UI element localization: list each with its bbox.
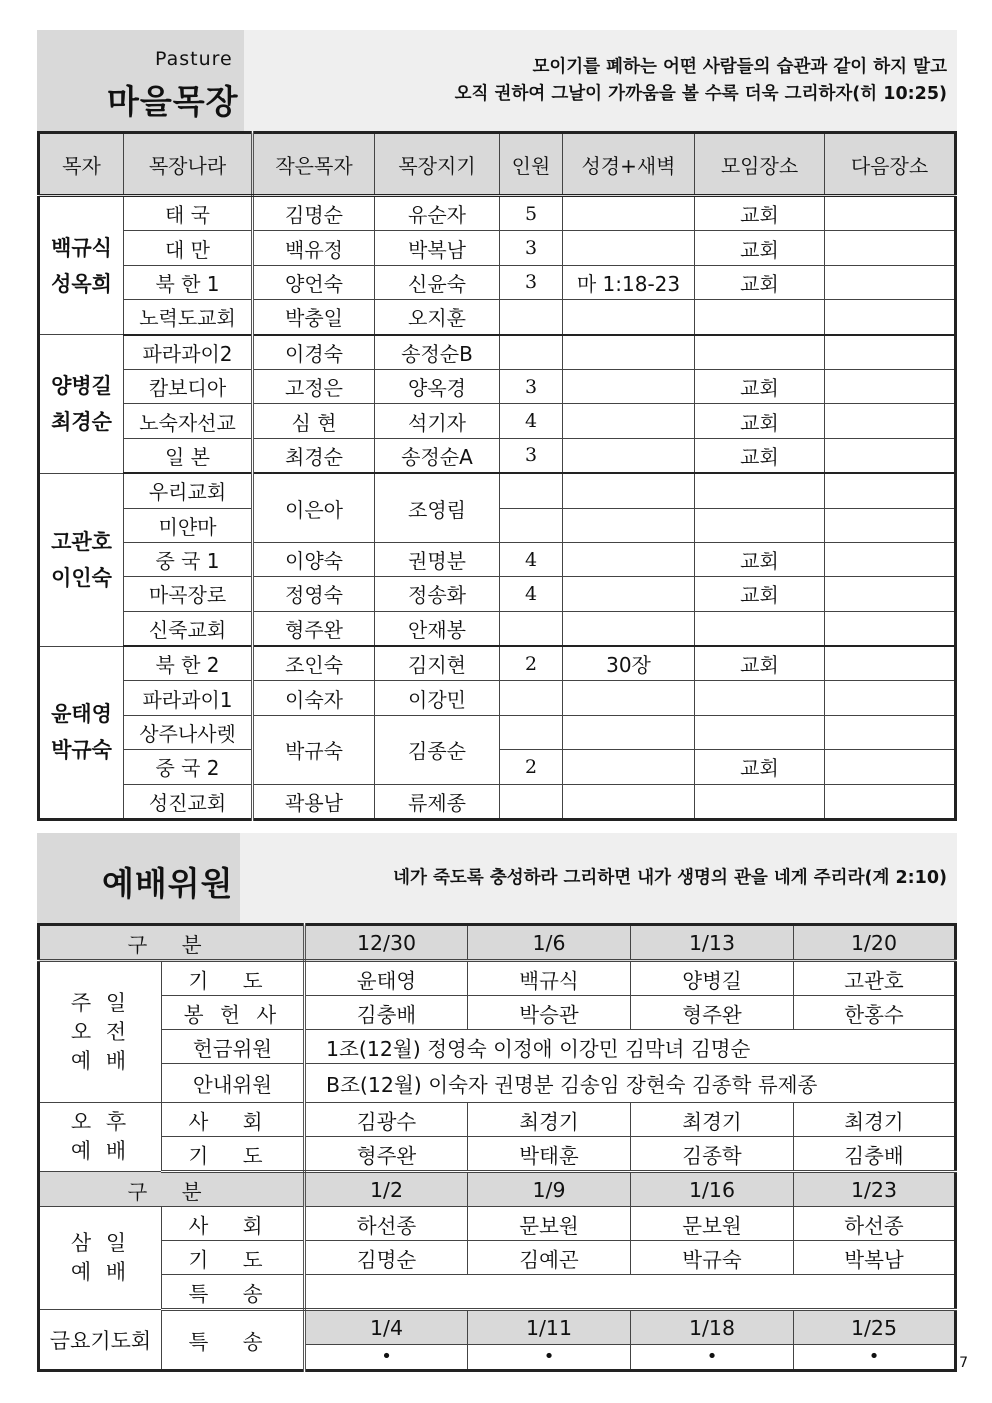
small-shepherd-cell: 박충일 (253, 300, 375, 335)
place-cell: 교회 (695, 231, 825, 265)
date-cell: 1/4 (305, 1310, 468, 1345)
role-label: 사 회 (162, 1207, 305, 1241)
shepherd-name: 양병길 (51, 373, 112, 398)
assignee-cell: 최경기 (631, 1103, 794, 1137)
date-cell: 1/20 (794, 925, 956, 961)
count-cell: 3 (500, 265, 563, 299)
assignee-cell: 박복남 (794, 1241, 956, 1275)
next-place-cell (825, 335, 956, 370)
assignee-cell: 김예곤 (468, 1241, 631, 1275)
date-cell: 1/23 (794, 1172, 956, 1207)
country-cell: 신죽교회 (124, 611, 253, 646)
bible-cell (563, 508, 695, 542)
country-cell: 대 만 (124, 231, 253, 265)
keeper-cell: 정송화 (375, 577, 500, 611)
shepherd-name: 최경순 (51, 409, 112, 434)
header-cell: 다음장소 (825, 133, 956, 196)
shepherd-name: 고관호 (51, 529, 112, 554)
table-row (39, 438, 956, 473)
assignee-cell: 하선종 (794, 1207, 956, 1241)
place-cell: 교회 (695, 542, 825, 576)
bible-cell (563, 335, 695, 370)
table-row (39, 577, 956, 611)
header-cell: 인원 (500, 133, 563, 196)
assignee-cell: 백규식 (468, 961, 631, 996)
country-cell: 일 본 (124, 438, 253, 473)
header-cell: 목자 (39, 133, 124, 196)
country-cell: 마곡장로 (124, 577, 253, 611)
keeper-cell: 오지훈 (375, 300, 500, 335)
pasture-verse-line2: 오직 권하여 그날이 가까움을 볼 수록 더욱 그리하자(히 10:25) (454, 84, 947, 104)
role-label: 기 도 (162, 1137, 305, 1172)
country-cell: 노숙자선교 (124, 404, 253, 438)
worship-verse: 네가 죽도록 충성하라 그리하면 내가 생명의 관을 네게 주리라(계 2:10) (393, 868, 947, 888)
table-row (39, 961, 956, 996)
special-dot: • (631, 1345, 794, 1371)
assignee-cell: 박규숙 (631, 1241, 794, 1275)
country-cell: 파라과이2 (124, 335, 253, 370)
small-shepherd-cell: 이양숙 (253, 542, 375, 576)
pasture-verse (455, 54, 947, 108)
place-cell (695, 715, 825, 749)
place-cell: 교회 (695, 196, 825, 231)
table-row (39, 611, 956, 646)
small-shepherd-cell: 최경순 (253, 438, 375, 473)
table-row (39, 1207, 956, 1241)
table-row (39, 300, 956, 335)
next-place-cell (825, 508, 956, 542)
special-dot: • (468, 1345, 631, 1371)
pasture-banner (37, 30, 957, 131)
next-place-cell (825, 473, 956, 508)
small-shepherd-cell: 조인숙 (253, 646, 375, 681)
count-cell: 3 (500, 438, 563, 473)
bible-cell: 30장 (563, 646, 695, 681)
small-shepherd-cell: 이경숙 (253, 335, 375, 370)
bible-cell (563, 750, 695, 784)
bible-cell (563, 438, 695, 473)
role-label: 사 회 (162, 1103, 305, 1137)
next-place-cell (825, 542, 956, 576)
table-row (39, 996, 956, 1030)
shepherd-name: 박규숙 (51, 738, 112, 763)
bible-cell (563, 231, 695, 265)
wednesday-label: 삼 일 예 배 (39, 1207, 162, 1310)
table-row (39, 196, 956, 231)
country-cell: 파라과이1 (124, 681, 253, 715)
bible-cell (563, 715, 695, 749)
date-cell: 1/25 (794, 1310, 956, 1345)
header-cell: 성경+새벽 (563, 133, 695, 196)
keeper-cell: 유순자 (375, 196, 500, 231)
country-cell: 미얀마 (124, 508, 253, 542)
header-cell: 목장지기 (375, 133, 500, 196)
country-cell: 북 한 2 (124, 646, 253, 681)
shepherd-name: 이인숙 (51, 565, 112, 590)
date-header-row (39, 925, 956, 961)
date-cell: 1/9 (468, 1172, 631, 1207)
worship-banner (37, 833, 957, 923)
count-cell: 3 (500, 231, 563, 265)
date-cell: 1/6 (468, 925, 631, 961)
bible-cell (563, 784, 695, 819)
assignee-cell: 문보원 (631, 1207, 794, 1241)
place-cell: 교회 (695, 404, 825, 438)
bible-cell (563, 369, 695, 403)
date-cell: 1/18 (631, 1310, 794, 1345)
count-cell: 2 (500, 646, 563, 681)
header-cell: 작은목자 (253, 133, 375, 196)
assignee-cell: 한홍수 (794, 996, 956, 1030)
keeper-cell: 송정순B (375, 335, 500, 370)
group-shepherds (39, 335, 124, 474)
header-cell: 모임장소 (695, 133, 825, 196)
bible-cell (563, 404, 695, 438)
next-place-cell (825, 715, 956, 749)
keeper-cell: 안재봉 (375, 611, 500, 646)
next-place-cell (825, 369, 956, 403)
bible-cell (563, 611, 695, 646)
next-place-cell (825, 300, 956, 335)
date-header-row (39, 1172, 956, 1207)
next-place-cell (825, 265, 956, 299)
count-cell: 4 (500, 404, 563, 438)
assignee-cell: 김명순 (305, 1241, 468, 1275)
keeper-cell: 김지현 (375, 646, 500, 681)
assignee-cell: 문보원 (468, 1207, 631, 1241)
place-cell: 교회 (695, 646, 825, 681)
keeper-cell: 석기자 (375, 404, 500, 438)
date-cell: 1/13 (631, 925, 794, 961)
count-cell: 4 (500, 577, 563, 611)
country-cell: 노력도교회 (124, 300, 253, 335)
assignee-cell: 형주완 (631, 996, 794, 1030)
table-row (39, 1137, 956, 1172)
date-cell: 12/30 (305, 925, 468, 961)
country-cell: 북 한 1 (124, 265, 253, 299)
next-place-cell (825, 196, 956, 231)
count-cell: 4 (500, 542, 563, 576)
date-cell: 1/16 (631, 1172, 794, 1207)
gubun-label: 구 분 (39, 925, 305, 961)
pasture-verse-line1: 모이기를 폐하는 어떤 사람들의 습관과 같이 하지 말고 (532, 57, 947, 77)
bible-cell (563, 542, 695, 576)
pasture-header-row (39, 133, 956, 196)
place-cell: 교회 (695, 577, 825, 611)
role-label: 기 도 (162, 1241, 305, 1275)
assignee-cell: 최경기 (468, 1103, 631, 1137)
table-row (39, 646, 956, 681)
bible-cell (563, 681, 695, 715)
offering-committee-text: 1조(12월) 정영숙 이정애 이강민 김막녀 김명순 (305, 1030, 956, 1064)
pasture-title-en: Pasture (155, 48, 233, 70)
assignee-cell: 하선종 (305, 1207, 468, 1241)
place-cell (695, 611, 825, 646)
count-cell: 5 (500, 196, 563, 231)
place-cell (695, 473, 825, 508)
bible-cell (563, 300, 695, 335)
table-row (39, 1310, 956, 1345)
table-row (39, 1241, 956, 1275)
sunday-pm-label: 오 후 예 배 (39, 1103, 162, 1172)
group-shepherds (39, 196, 124, 335)
count-cell (500, 335, 563, 370)
pasture-title-tab (37, 30, 244, 131)
next-place-cell (825, 404, 956, 438)
small-shepherd-cell: 고정은 (253, 369, 375, 403)
bible-cell (563, 473, 695, 508)
country-cell: 중 국 1 (124, 542, 253, 576)
count-cell (500, 784, 563, 819)
special-dot: • (305, 1345, 468, 1371)
date-cell: 1/11 (468, 1310, 631, 1345)
small-shepherd-cell: 정영숙 (253, 577, 375, 611)
assignee-cell: 형주완 (305, 1137, 468, 1172)
count-cell (500, 681, 563, 715)
table-row (39, 1275, 956, 1310)
country-cell: 성진교회 (124, 784, 253, 819)
assignee-cell: 박승관 (468, 996, 631, 1030)
assignee-cell: 김충배 (305, 996, 468, 1030)
next-place-cell (825, 681, 956, 715)
group-shepherds (39, 473, 124, 646)
place-cell: 교회 (695, 750, 825, 784)
count-cell (500, 508, 563, 542)
keeper-cell: 조영림 (375, 473, 500, 542)
assignee-cell: 박태훈 (468, 1137, 631, 1172)
worship-title-tab (37, 833, 240, 923)
small-shepherd-cell: 이은아 (253, 473, 375, 542)
small-shepherd-cell: 백유정 (253, 231, 375, 265)
assignee-cell: 김광수 (305, 1103, 468, 1137)
country-cell: 태 국 (124, 196, 253, 231)
place-cell: 교회 (695, 265, 825, 299)
table-row (39, 542, 956, 576)
next-place-cell (825, 577, 956, 611)
country-cell: 상주나사렛 (124, 715, 253, 749)
table-row (39, 473, 956, 508)
table-row (39, 404, 956, 438)
small-shepherd-cell: 이숙자 (253, 681, 375, 715)
special-dot: • (794, 1345, 956, 1371)
table-row (39, 1030, 956, 1064)
assignee-cell: 윤태영 (305, 961, 468, 996)
place-cell (695, 300, 825, 335)
country-cell: 중 국 2 (124, 750, 253, 784)
small-shepherd-cell: 양언숙 (253, 265, 375, 299)
pasture-table (37, 131, 957, 821)
next-place-cell (825, 231, 956, 265)
place-cell (695, 784, 825, 819)
role-label: 특 송 (162, 1275, 305, 1310)
next-place-cell (825, 646, 956, 681)
page-number: 7 (959, 1355, 968, 1371)
pasture-verse-area (244, 30, 957, 131)
special-cell (305, 1275, 956, 1310)
next-place-cell (825, 784, 956, 819)
keeper-cell: 박복남 (375, 231, 500, 265)
next-place-cell (825, 438, 956, 473)
gubun-label: 구 분 (39, 1172, 305, 1207)
count-cell: 2 (500, 750, 563, 784)
worship-verse-area (240, 833, 957, 923)
country-cell: 우리교회 (124, 473, 253, 508)
keeper-cell: 이강민 (375, 681, 500, 715)
table-row (39, 715, 956, 749)
shepherd-name: 윤태영 (51, 702, 112, 727)
keeper-cell: 류제종 (375, 784, 500, 819)
pasture-title-ko: 마을목장 (107, 82, 239, 121)
place-cell: 교회 (695, 438, 825, 473)
table-row (39, 681, 956, 715)
assignee-cell: 김종학 (631, 1137, 794, 1172)
role-label: 기 도 (162, 961, 305, 996)
count-cell (500, 611, 563, 646)
table-row (39, 231, 956, 265)
keeper-cell: 양옥경 (375, 369, 500, 403)
shepherd-name: 성옥희 (51, 271, 112, 296)
keeper-cell: 권명분 (375, 542, 500, 576)
role-label: 특 송 (162, 1310, 305, 1371)
table-row (39, 784, 956, 819)
count-cell: 3 (500, 369, 563, 403)
country-cell: 캄보디아 (124, 369, 253, 403)
date-cell: 1/2 (305, 1172, 468, 1207)
role-label: 헌금위원 (162, 1030, 305, 1064)
next-place-cell (825, 750, 956, 784)
bible-cell (563, 577, 695, 611)
assignee-cell: 김충배 (794, 1137, 956, 1172)
place-cell (695, 335, 825, 370)
usher-text: B조(12월) 이숙자 권명분 김송임 장현숙 김종학 류제종 (305, 1064, 956, 1103)
table-row (39, 369, 956, 403)
bible-cell: 마 1:18-23 (563, 265, 695, 299)
small-shepherd-cell: 심 현 (253, 404, 375, 438)
place-cell (695, 508, 825, 542)
header-cell: 목장나라 (124, 133, 253, 196)
shepherd-name: 백규식 (51, 235, 112, 260)
keeper-cell: 신윤숙 (375, 265, 500, 299)
small-shepherd-cell: 김명순 (253, 196, 375, 231)
small-shepherd-cell: 곽용남 (253, 784, 375, 819)
count-cell (500, 473, 563, 508)
group-shepherds (39, 646, 124, 819)
count-cell (500, 715, 563, 749)
small-shepherd-cell: 박규숙 (253, 715, 375, 784)
table-row (39, 1064, 956, 1103)
sunday-am-label: 주 일 오 전 예 배 (39, 961, 162, 1103)
assignee-cell: 고관호 (794, 961, 956, 996)
table-row (39, 265, 956, 299)
next-place-cell (825, 611, 956, 646)
table-row (39, 335, 956, 370)
friday-label: 금요기도회 (39, 1310, 162, 1371)
assignee-cell: 양병길 (631, 961, 794, 996)
place-cell (695, 681, 825, 715)
role-label: 안내위원 (162, 1064, 305, 1103)
place-cell: 교회 (695, 369, 825, 403)
count-cell (500, 300, 563, 335)
worship-title: 예배위원 (102, 864, 234, 903)
keeper-cell: 송정순A (375, 438, 500, 473)
worship-table (37, 923, 957, 1372)
assignee-cell: 최경기 (794, 1103, 956, 1137)
role-label: 봉 헌 사 (162, 996, 305, 1030)
small-shepherd-cell: 형주완 (253, 611, 375, 646)
table-row (39, 1103, 956, 1137)
bible-cell (563, 196, 695, 231)
keeper-cell: 김종순 (375, 715, 500, 784)
